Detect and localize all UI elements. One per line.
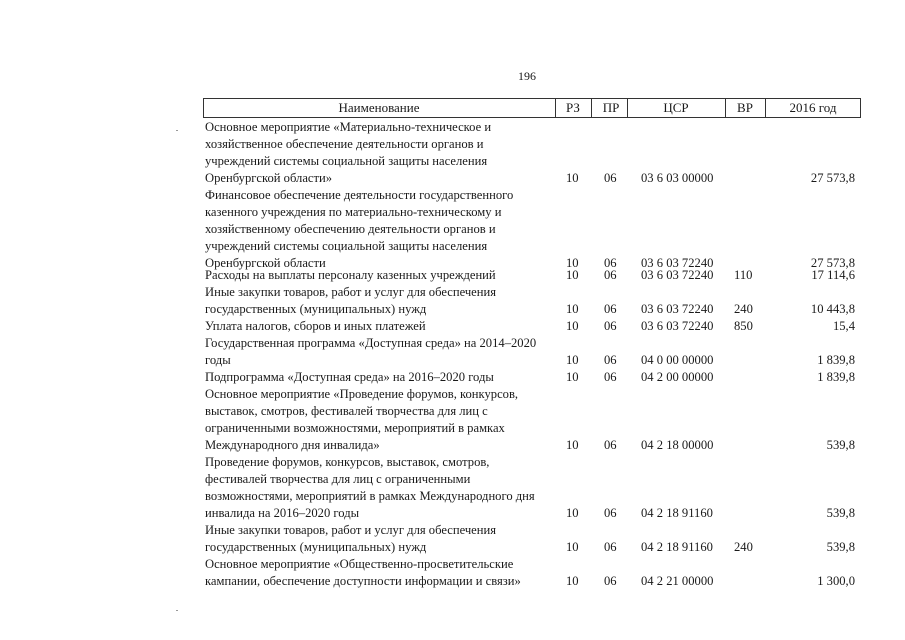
row-sum: 27 573,8 [810, 256, 855, 270]
row-csr: 04 2 21 00000 [641, 574, 714, 588]
row-rz: 10 [566, 171, 579, 185]
page-number: 196 [518, 69, 536, 83]
row-csr: 04 2 18 91160 [641, 506, 713, 520]
table-header [203, 98, 861, 118]
table-row [0, 454, 905, 522]
row-rz: 10 [566, 574, 579, 588]
row-name: Основное мероприятие «Материально-техническое и хозяйственное обеспечение деятельности органов и учреждений системы социальной защиты населения Оренбургской области» [205, 120, 492, 185]
column-header-vr: ВР [737, 100, 753, 115]
row-sum: 1 839,8 [817, 353, 855, 367]
row-sum: 17 114,6 [811, 268, 855, 282]
row-vr: 850 [734, 319, 753, 333]
row-rz: 10 [566, 268, 579, 282]
row-rz: 10 [566, 438, 579, 452]
table-row [0, 187, 905, 272]
table-row [0, 119, 905, 187]
row-name: Финансовое обеспечение деятельности государственного казенного учреждения по материально-техническому и хозяйственному обеспечению деятельности органов и учреждений системы социальной защиты населения Оренбургской области [205, 188, 514, 270]
row-name: Проведение форумов, конкурсов, выставок, смотров, фестивалей творчества для лиц с ограниченными возможностями, мероприятий в рамках Международного дня инвалида на 2016–2020 годы [205, 455, 535, 520]
row-name: Государственная программа «Доступная среда» на 2014–2020 годы [205, 336, 537, 367]
row-pr: 06 [604, 438, 617, 452]
row-rz: 10 [566, 353, 579, 367]
table-row [0, 556, 905, 590]
row-csr: 04 2 18 00000 [641, 438, 714, 452]
table-row [0, 335, 905, 369]
table-row [0, 267, 905, 284]
row-csr: 04 0 00 00000 [641, 353, 714, 367]
row-pr: 06 [604, 256, 617, 270]
row-name: Иные закупки товаров, работ и услуг для обеспечения государственных (муниципальных) нужд [205, 523, 497, 554]
column-header-csr: ЦСР [663, 100, 689, 115]
row-name: Уплата налогов, сборов и иных платежей [205, 319, 426, 333]
row-pr: 06 [604, 268, 617, 282]
row-sum: 1 300,0 [817, 574, 855, 588]
row-csr: 03 6 03 72240 [641, 256, 714, 270]
row-rz: 10 [566, 256, 579, 270]
table-row [0, 284, 905, 318]
row-pr: 06 [604, 574, 617, 588]
row-rz: 10 [566, 540, 579, 554]
row-csr: 04 2 18 91160 [641, 540, 713, 554]
row-vr: 240 [734, 540, 753, 554]
row-csr: 03 6 03 72240 [641, 319, 714, 333]
row-pr: 06 [604, 319, 617, 333]
row-pr: 06 [604, 171, 617, 185]
table-row [0, 522, 905, 556]
table-row [0, 369, 905, 386]
row-sum: 15,4 [832, 319, 855, 333]
row-rz: 10 [566, 370, 579, 384]
row-pr: 06 [604, 353, 617, 367]
row-rz: 10 [566, 302, 579, 316]
row-csr: 03 6 03 00000 [641, 171, 714, 185]
row-sum: 539,8 [826, 506, 855, 520]
column-header-year: 2016 год [789, 100, 837, 115]
scan-speck [176, 130, 178, 131]
column-header-name: Наименование [338, 100, 420, 115]
row-pr: 06 [604, 506, 617, 520]
row-name: Подпрограмма «Доступная среда» на 2016–2020 годы [205, 370, 494, 384]
row-vr: 110 [734, 268, 753, 282]
scan-speck [176, 610, 178, 611]
row-sum: 10 443,8 [810, 302, 855, 316]
row-vr: 240 [734, 302, 753, 316]
row-csr: 03 6 03 72240 [641, 302, 714, 316]
row-sum: 539,8 [826, 540, 855, 554]
row-sum: 1 839,8 [817, 370, 855, 384]
row-csr: 04 2 00 00000 [641, 370, 714, 384]
row-name: Основное мероприятие «Проведение форумов, конкурсов, выставок, смотров, фестивалей творчества для лиц с ограниченными возможностями, мероприятий в рамках Международного дня инвалида» [205, 387, 519, 452]
table-row [0, 318, 905, 335]
column-header-rz: РЗ [566, 100, 580, 115]
row-name: Основное мероприятие «Общественно-просветительские кампании, обеспечение доступности информации и связи» [205, 557, 521, 588]
table-row [0, 386, 905, 454]
row-name: Иные закупки товаров, работ и услуг для обеспечения государственных (муниципальных) нужд [205, 285, 497, 316]
row-pr: 06 [604, 370, 617, 384]
row-sum: 539,8 [826, 438, 855, 452]
row-rz: 10 [566, 506, 579, 520]
row-sum: 27 573,8 [810, 171, 855, 185]
column-header-pr: ПР [602, 100, 620, 115]
row-csr: 03 6 03 72240 [641, 268, 714, 282]
row-rz: 10 [566, 319, 579, 333]
row-name: Расходы на выплаты персоналу казенных учреждений [205, 268, 496, 282]
row-pr: 06 [604, 302, 617, 316]
row-pr: 06 [604, 540, 617, 554]
